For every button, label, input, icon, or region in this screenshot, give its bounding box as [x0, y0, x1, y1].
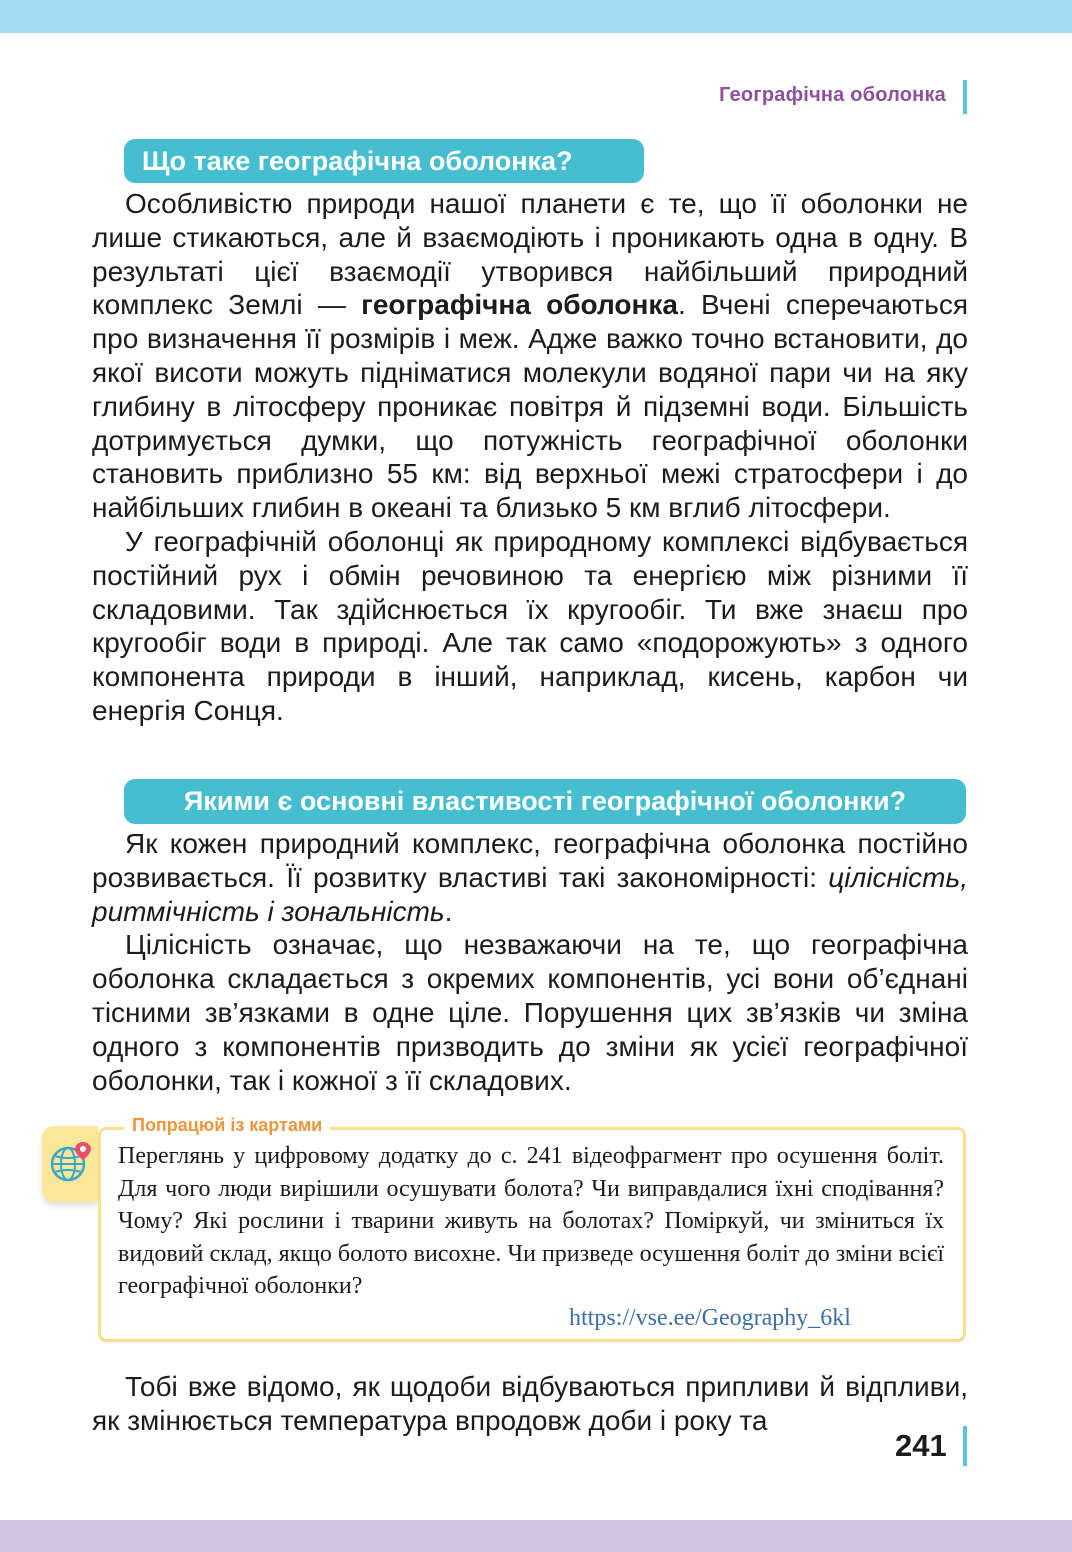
page-number: 241	[895, 1428, 947, 1463]
top-color-band	[0, 0, 1072, 33]
section1-paragraph-2: У географічній оболонці як природному комплексі відбувається постійний рух і обмін речовиною та енергією між різними її складовими. Так здійснюється їх кругообіг. Ти вже знаєш про кругообіг води в природі. Але так само «подорожують» з одного компонента природи в інший, наприклад, кисень, карбон чи енергія Сонця.	[92, 525, 968, 726]
section2-body	[92, 827, 968, 1097]
term-bold: географічна оболонка	[361, 289, 678, 321]
running-title-divider	[963, 80, 967, 114]
section3-body	[92, 1370, 968, 1438]
paragraph-text: .	[444, 895, 453, 927]
task-text	[118, 1140, 944, 1303]
page-number-divider	[963, 1426, 967, 1466]
section1-body	[92, 187, 968, 728]
video-link[interactable]: https://vse.ee/Geography_6kl	[565, 1302, 851, 1334]
running-title: Географічна оболонка	[719, 84, 946, 106]
terms-italic: цілісність, ритмічність і зональність	[92, 861, 968, 927]
task-icon-tab	[42, 1126, 98, 1202]
paragraph-text: Особливістю природи нашої планети є те, що її оболонки не лише стикаються, але й взаємодіють і проникають одна в одну. В результаті цієї взаємодії утворився найбільший природний комплекс Землі —	[92, 188, 968, 321]
globe-pin-icon	[47, 1140, 93, 1186]
section3-paragraph-1: Тобі вже відомо, як щодоби відбуваються припливи й відпливи, як змінюється температура впродовж доби і року та	[92, 1371, 968, 1436]
bottom-color-band	[0, 1520, 1072, 1552]
task-box-label: Попрацюй із картами	[124, 1114, 330, 1136]
section-heading-properties: Якими є основні властивості географічної оболонки?	[124, 779, 966, 824]
section2-paragraph-1	[92, 827, 968, 928]
paragraph-text: Як кожен природний комплекс, географічна оболонка постійно розвивається. Її розвитку властиві такі закономірності:	[92, 828, 968, 893]
section2-paragraph-2: Цілісність означає, що незважаючи на те, що географічна оболонка складається з окремих компонентів, усі вони об’єднані тісними зв’язками в одне ціле. Порушення цих зв’язків чи зміна одного з компонентів призводить до зміни як усієї географічної оболонки, так і кожної з її складових.	[92, 929, 968, 1096]
task-paragraph: Переглянь у цифровому додатку до с. 241 відеофрагмент про осушення боліт. Для чого люди вирішили осушувати болота? Чи виправдалися їхні сподівання? Чому? Які рослини і тварини живуть на болотах? Поміркуй, чи зміниться їх видовий склад, якщо болото висохне. Чи призведе осушення боліт до зміни всієї географічної оболонки?	[118, 1143, 944, 1300]
paragraph-text: . Вчені сперечаються про визначення її розмірів і меж. Адже важко точно встановити, до якої висоти можуть підніматися молекули водяної пари чи на яку глибину в літосферу проникає повітря й підземні води. Більшість дотримується думки, що потужність географічної оболонки становить приблизно 55 км: від верхньої межі стратосфери і до найбільших глибин в океані та близько 5 км вглиб літосфери.	[92, 289, 968, 524]
section-heading-what-is: Що таке географічна оболонка?	[124, 139, 644, 183]
section1-paragraph-1	[92, 187, 968, 525]
